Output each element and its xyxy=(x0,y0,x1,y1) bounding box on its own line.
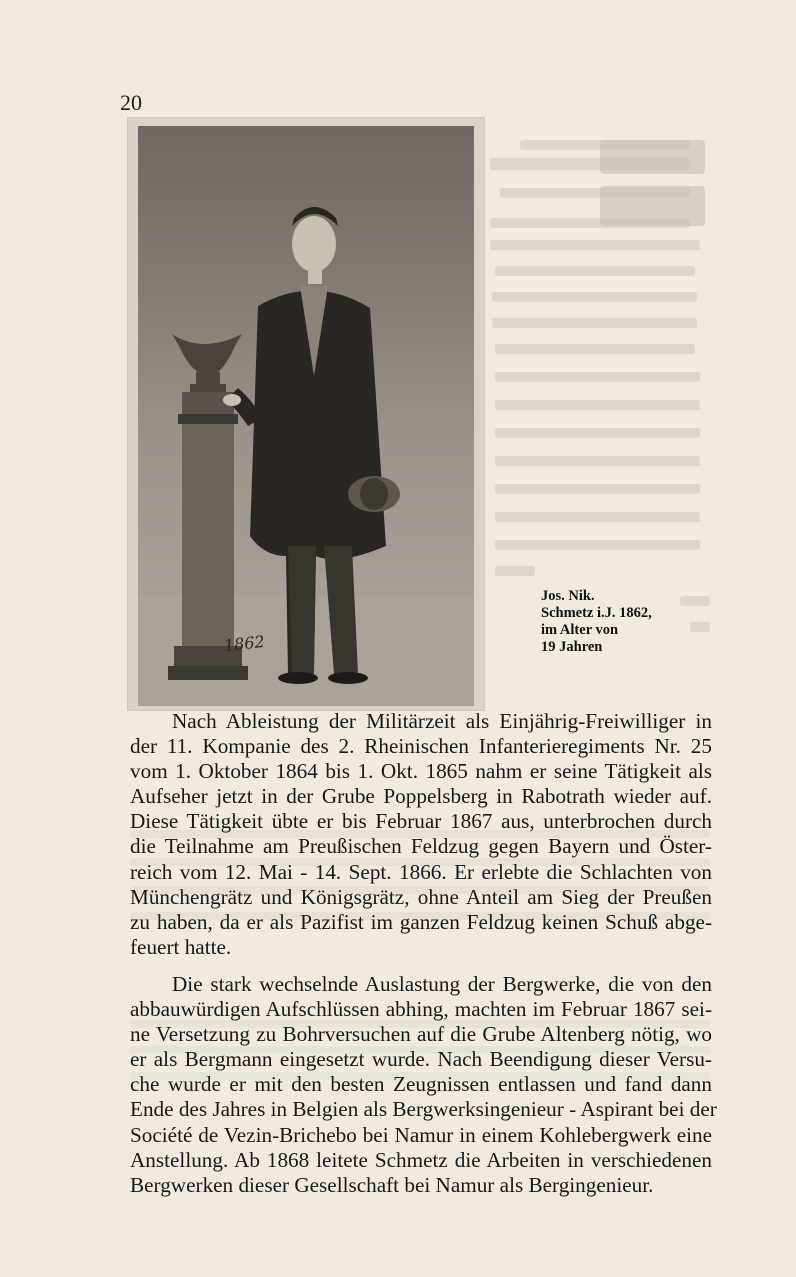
caption-line: Schmetz i.J. 1862, xyxy=(541,605,652,621)
text-line: der 11. Kompanie des 2. Rheinischen Infanterieregiments Nr. 25 xyxy=(130,734,712,759)
caption-line: im Alter von xyxy=(541,622,619,638)
caption-line: Jos. Nik. xyxy=(541,588,595,604)
photo-image xyxy=(138,126,474,706)
portrait-illustration xyxy=(138,126,474,706)
paragraph-military-service xyxy=(130,709,712,960)
text-line: er als Bergmann eingesetzt wurde. Nach Beendigung dieser Versu- xyxy=(130,1047,712,1072)
text-line: zu haben, da er als Pazifist im ganzen Feldzug keinen Schuß abge- xyxy=(130,909,712,934)
text-line: vom 1. Oktober 1864 bis 1. Okt. 1865 nahm er seine Tätigkeit als xyxy=(130,759,712,784)
text-line: Diese Tätigkeit übte er bis Februar 1867 aus, unterbrochen durch xyxy=(130,809,712,834)
text-line: Ende des Jahres in Belgien als Bergwerksingenieur - Aspirant bei der xyxy=(130,1097,717,1122)
text-line: die Teilnahme am Preußischen Feldzug gegen Bayern und Öster- xyxy=(130,834,712,859)
text-line: Nach Ableistung der Militärzeit als Einjährig-Freiwilliger in xyxy=(172,709,712,733)
text-line: Münchengrätz und Königsgrätz, ohne Anteil am Sieg der Preußen xyxy=(130,884,712,909)
caption-line: 19 Jahren xyxy=(541,639,603,655)
text-line: Société de Vezin-Brichebo bei Namur in einem Kohlebergwerk eine xyxy=(130,1122,712,1147)
text-line: Die stark wechselnde Auslastung der Bergwerke, die von den xyxy=(172,971,712,996)
text-line: Anstellung. Ab 1868 leitete Schmetz die Arbeiten in verschiedenen xyxy=(130,1147,712,1172)
text-line: reich vom 12. Mai - 14. Sept. 1866. Er erlebte die Schlachten von xyxy=(130,859,712,884)
paragraph-mining-career xyxy=(130,971,717,1198)
text-line: Bergwerken dieser Gesellschaft bei Namur als Bergingenieur. xyxy=(130,1172,654,1197)
page-number: 20 xyxy=(120,90,142,115)
text-line: feuert hatte. xyxy=(130,934,232,959)
photo-year-inscription: 1862 xyxy=(223,631,266,656)
text-line: ne Versetzung zu Bohrversuchen auf die Grube Altenberg nötig, wo xyxy=(130,1022,712,1047)
portrait-photograph xyxy=(128,118,484,710)
text-line: abbauwürdigen Aufschlüssen abhing, machten im Februar 1867 sei- xyxy=(130,997,712,1022)
text-line: che wurde er mit den besten Zeugnissen entlassen und fand dann xyxy=(130,1072,712,1097)
text-line: Aufseher jetzt in der Grube Poppelsberg in Rabotrath wieder auf. xyxy=(130,784,712,809)
photo-caption xyxy=(541,588,671,656)
body-text xyxy=(130,709,717,1198)
